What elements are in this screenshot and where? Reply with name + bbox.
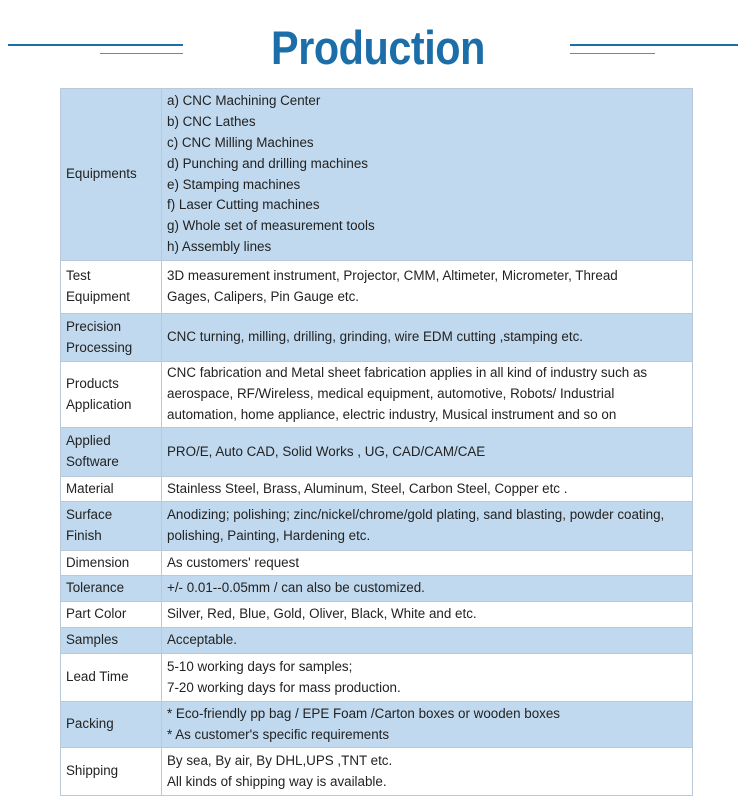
row-value: [162, 362, 693, 428]
row-packing: [61, 702, 693, 748]
row-label: [61, 89, 162, 261]
row-value: [162, 89, 693, 261]
row-test-equipment: [61, 261, 693, 314]
value-line: PRO/E, Auto CAD, Solid Works , UG, CAD/CAM/CAE: [167, 443, 486, 459]
row-label: [61, 362, 162, 428]
value-line: CNC turning, milling, drilling, grinding, wire EDM cutting ,stamping etc.: [167, 329, 584, 345]
value-line: e) Stamping machines: [167, 176, 301, 192]
value-line: As customers' request: [167, 554, 300, 570]
label-line: Application: [66, 396, 132, 412]
row-label: [61, 576, 162, 602]
row-value: [162, 502, 693, 551]
label-line: Lead Time: [66, 669, 129, 685]
row-label: [61, 502, 162, 551]
row-label: [61, 261, 162, 314]
label-line: Part Color: [66, 606, 127, 622]
row-applied-software: [61, 428, 693, 477]
value-line: automation, home appliance, electric industry, Musical instrument and so on: [167, 406, 617, 422]
label-line: Applied: [66, 433, 111, 449]
value-line: +/- 0.01--0.05mm / can also be customized.: [167, 580, 425, 596]
label-line: Equipment: [66, 289, 131, 304]
row-value: [162, 702, 693, 748]
row-lead-time: [61, 654, 693, 702]
row-label: [61, 428, 162, 477]
row-products-application: [61, 362, 693, 428]
row-equipments: [61, 89, 693, 261]
label-line: Processing: [66, 339, 133, 355]
row-dimension: [61, 551, 693, 576]
value-line: Anodizing; polishing; zinc/nickel/chrome/gold plating, sand blasting, powder coating,: [167, 507, 665, 523]
row-value: [162, 314, 693, 362]
value-line: CNC fabrication and Metal sheet fabrication applies in all kind of industry such as: [167, 365, 648, 381]
value-line: Stainless Steel, Brass, Aluminum, Steel, Carbon Steel, Copper etc .: [167, 480, 568, 496]
row-value: [162, 428, 693, 477]
row-value: [162, 261, 693, 314]
row-value: [162, 654, 693, 702]
value-line: b) CNC Lathes: [167, 114, 256, 130]
row-label: [61, 628, 162, 654]
value-line: d) Punching and drilling machines: [167, 155, 368, 171]
label-line: Precision: [66, 318, 122, 334]
value-line: c) CNC Milling Machines: [167, 134, 314, 150]
row-part-color: [61, 602, 693, 628]
label-line: Packing: [66, 716, 114, 732]
value-line: All kinds of shipping way is available.: [167, 773, 387, 789]
capacity-table-body: [61, 89, 693, 796]
value-line: Silver, Red, Blue, Gold, Oliver, Black, White and etc.: [167, 606, 477, 622]
value-line: 5-10 working days for samples;: [167, 658, 353, 674]
value-line: a) CNC Machining Center: [167, 93, 321, 109]
row-label: [61, 314, 162, 362]
label-line: Equipments: [66, 166, 137, 182]
value-line: h) Assembly lines: [167, 238, 272, 254]
value-line: * Eco-friendly pp bag / EPE Foam /Carton boxes or wooden boxes: [167, 705, 561, 721]
label-line: Products: [66, 375, 119, 391]
row-samples: [61, 628, 693, 654]
value-line: 3D measurement instrument, Projector, CMM, Altimeter, Micrometer, Thread: [167, 268, 618, 284]
label-line: Samples: [66, 632, 119, 648]
header-rule-right-top: [570, 44, 738, 46]
header-rule-left-top: [8, 44, 183, 46]
value-line: Gages, Calipers, Pin Gauge etc.: [167, 289, 360, 304]
row-label: [61, 702, 162, 748]
value-line: By sea, By air, By DHL,UPS ,TNT etc.: [167, 752, 393, 768]
value-line: 7-20 working days for mass production.: [167, 679, 401, 695]
header-rule-right-bottom: [570, 53, 655, 54]
value-line: * As customer's specific requirements: [167, 726, 390, 742]
value-line: polishing, Painting, Hardening etc.: [167, 528, 371, 543]
row-label: [61, 477, 162, 502]
label-line: Shipping: [66, 763, 119, 779]
row-shipping: [61, 748, 693, 796]
row-precision-processing: [61, 314, 693, 362]
row-value: [162, 477, 693, 502]
value-line: Acceptable.: [167, 632, 237, 648]
label-line: Surface: [66, 507, 113, 523]
page-title: Production: [271, 21, 485, 74]
label-line: Finish: [66, 528, 102, 543]
label-line: Tolerance: [66, 580, 125, 596]
value-line: f) Laser Cutting machines: [167, 197, 320, 213]
row-label: [61, 654, 162, 702]
row-value: [162, 576, 693, 602]
row-material: [61, 477, 693, 502]
row-value: [162, 551, 693, 576]
label-line: Dimension: [66, 554, 130, 570]
value-line: aerospace, RF/Wireless, medical equipment, automotive, Robots/ Industrial: [167, 386, 615, 402]
row-value: [162, 602, 693, 628]
row-tolerance: [61, 576, 693, 602]
page-header: [0, 0, 750, 88]
value-line: g) Whole set of measurement tools: [167, 218, 375, 234]
capacity-table: [60, 88, 693, 796]
row-surface-finish: [61, 502, 693, 551]
row-label: [61, 602, 162, 628]
row-label: [61, 748, 162, 796]
header-rule-left-bottom: [100, 53, 183, 54]
label-line: Material: [66, 480, 114, 496]
row-value: [162, 748, 693, 796]
row-label: [61, 551, 162, 576]
row-value: [162, 628, 693, 654]
label-line: Software: [66, 454, 119, 469]
label-line: Test: [66, 268, 91, 284]
